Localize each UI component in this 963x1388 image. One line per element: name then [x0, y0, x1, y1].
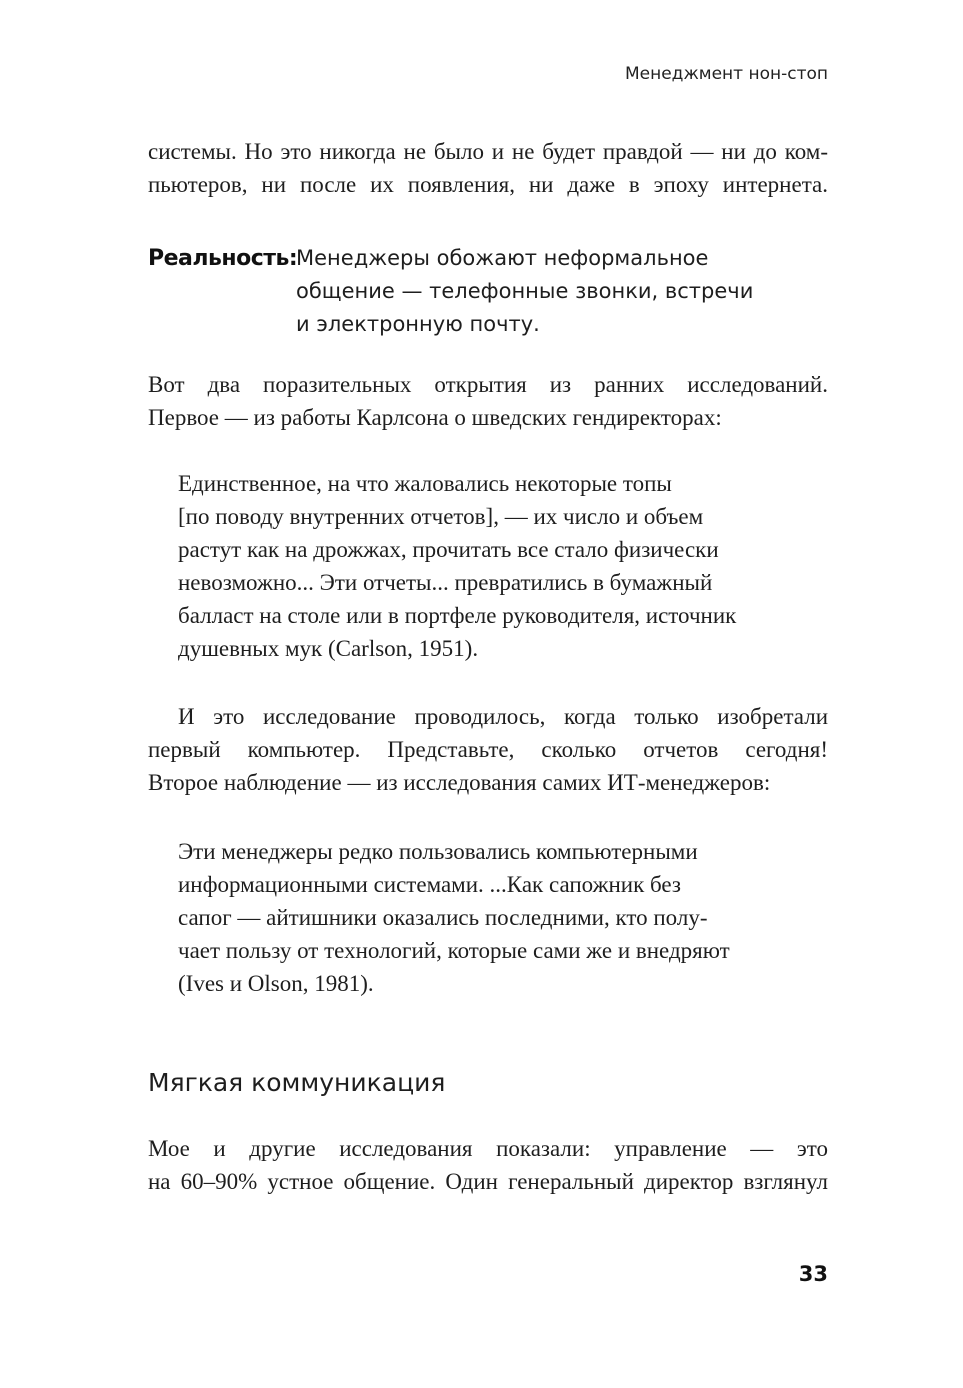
quote-line: сапог — айтишники оказались последними, кто полу-: [178, 905, 708, 930]
section-heading: Мягкая коммуникация: [148, 1068, 446, 1097]
text-line: системы. Но это никогда не было и не будет правдой — ни до ком-: [148, 139, 828, 164]
reality-label: Реальность:: [148, 246, 298, 271]
quote-line: информационными системами. ...Как сапожник без: [178, 872, 681, 897]
text-line: на 60–90% устное общение. Один генеральный директор взглянул: [148, 1169, 828, 1194]
text-line: И это исследование проводилось, когда только изобретали: [178, 704, 828, 729]
text-line: первый компьютер. Представьте, сколько отчетов сегодня!: [148, 737, 828, 762]
text-line: Первое — из работы Карлсона о шведских гендиректорах:: [148, 405, 722, 430]
quote-line: Эти менеджеры редко пользовались компьютерными: [178, 839, 698, 864]
text-line: Мое и другие исследования показали: управление — это: [148, 1136, 828, 1161]
page-number: 33: [798, 1262, 828, 1286]
text-line: общение — телефонные звонки, встречи: [296, 279, 754, 303]
quote-line: растут как на дрожжах, прочитать все стало физически: [178, 537, 719, 562]
quote-line: [по поводу внутренних отчетов], — их число и объем: [178, 504, 704, 529]
text-line: и электронную почту.: [296, 312, 540, 336]
text-line: Второе наблюдение — из исследования самих ИТ-менеджеров:: [148, 770, 771, 795]
paragraph: [148, 368, 828, 434]
quote-line: чает пользу от технологий, которые сами же и внедряют: [178, 938, 730, 963]
running-head: Менеджмент нон-стоп: [624, 64, 828, 84]
text-line: Вот два поразительных открытия из ранних исследований.: [148, 372, 828, 397]
paragraph: [148, 135, 828, 201]
quote-line: балласт на столе или в портфеле руководителя, источник: [178, 603, 737, 628]
paragraph: [148, 700, 828, 799]
book-page: [148, 0, 828, 1388]
block-quote: [178, 835, 828, 1000]
paragraph: [148, 1132, 828, 1198]
quote-line: невозможно... Эти отчеты... превратились в бумажный: [178, 570, 713, 595]
block-quote: [178, 467, 828, 665]
quote-line: (Ives и Olson, 1981).: [178, 971, 374, 996]
text-line: Менеджеры обожают неформальное: [296, 246, 709, 270]
quote-line: душевных мук (Carlson, 1951).: [178, 636, 479, 661]
quote-line: Единственное, на что жаловались некоторые топы: [178, 471, 672, 496]
text-line: пьютеров, ни после их появления, ни даже в эпоху интернета.: [148, 172, 828, 197]
reality-text: [296, 242, 816, 341]
